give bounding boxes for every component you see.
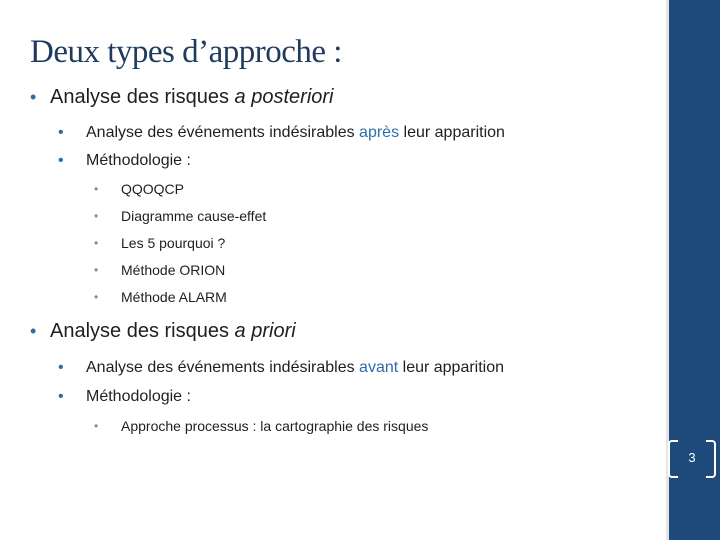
page-number: 3 bbox=[688, 450, 696, 465]
bullet-icon: • bbox=[58, 124, 64, 141]
section1-sub1: • Analyse des événements indésirables après leur apparition bbox=[58, 124, 505, 141]
page-number-badge bbox=[668, 440, 718, 476]
bullet-icon: • bbox=[30, 87, 37, 107]
list-item: • Diagramme cause-effet bbox=[94, 208, 267, 224]
bracket-right-icon bbox=[706, 440, 716, 478]
list-item: • QQOQCP bbox=[94, 181, 185, 197]
bullet-icon: • bbox=[30, 321, 37, 341]
slide-title: Deux types d’approche : bbox=[30, 34, 342, 70]
bullet-icon: • bbox=[94, 290, 99, 304]
section1-sub2: • Méthodologie : bbox=[58, 152, 191, 169]
bullet-icon: • bbox=[58, 152, 64, 169]
section2-sub2: • Méthodologie : bbox=[58, 388, 191, 405]
bullet-icon: • bbox=[94, 236, 99, 250]
bullet-icon: • bbox=[58, 359, 64, 376]
section1-heading: • Analyse des risques a posteriori bbox=[30, 86, 334, 108]
section2-sub1: • Analyse des événements indésirables avant leur apparition bbox=[58, 359, 505, 376]
list-item: • Méthode ALARM bbox=[94, 289, 227, 305]
bullet-icon: • bbox=[94, 182, 99, 196]
bullet-icon: • bbox=[94, 209, 99, 223]
bullet-icon: • bbox=[94, 419, 99, 433]
bullet-icon: • bbox=[94, 263, 99, 277]
list-item: • Les 5 pourquoi ? bbox=[94, 235, 226, 251]
list-item: • Méthode ORION bbox=[94, 262, 226, 278]
bullet-icon: • bbox=[58, 388, 64, 405]
list-item: • Approche processus : la cartographie des risques bbox=[94, 418, 429, 434]
section2-heading: • Analyse des risques a priori bbox=[30, 320, 296, 342]
